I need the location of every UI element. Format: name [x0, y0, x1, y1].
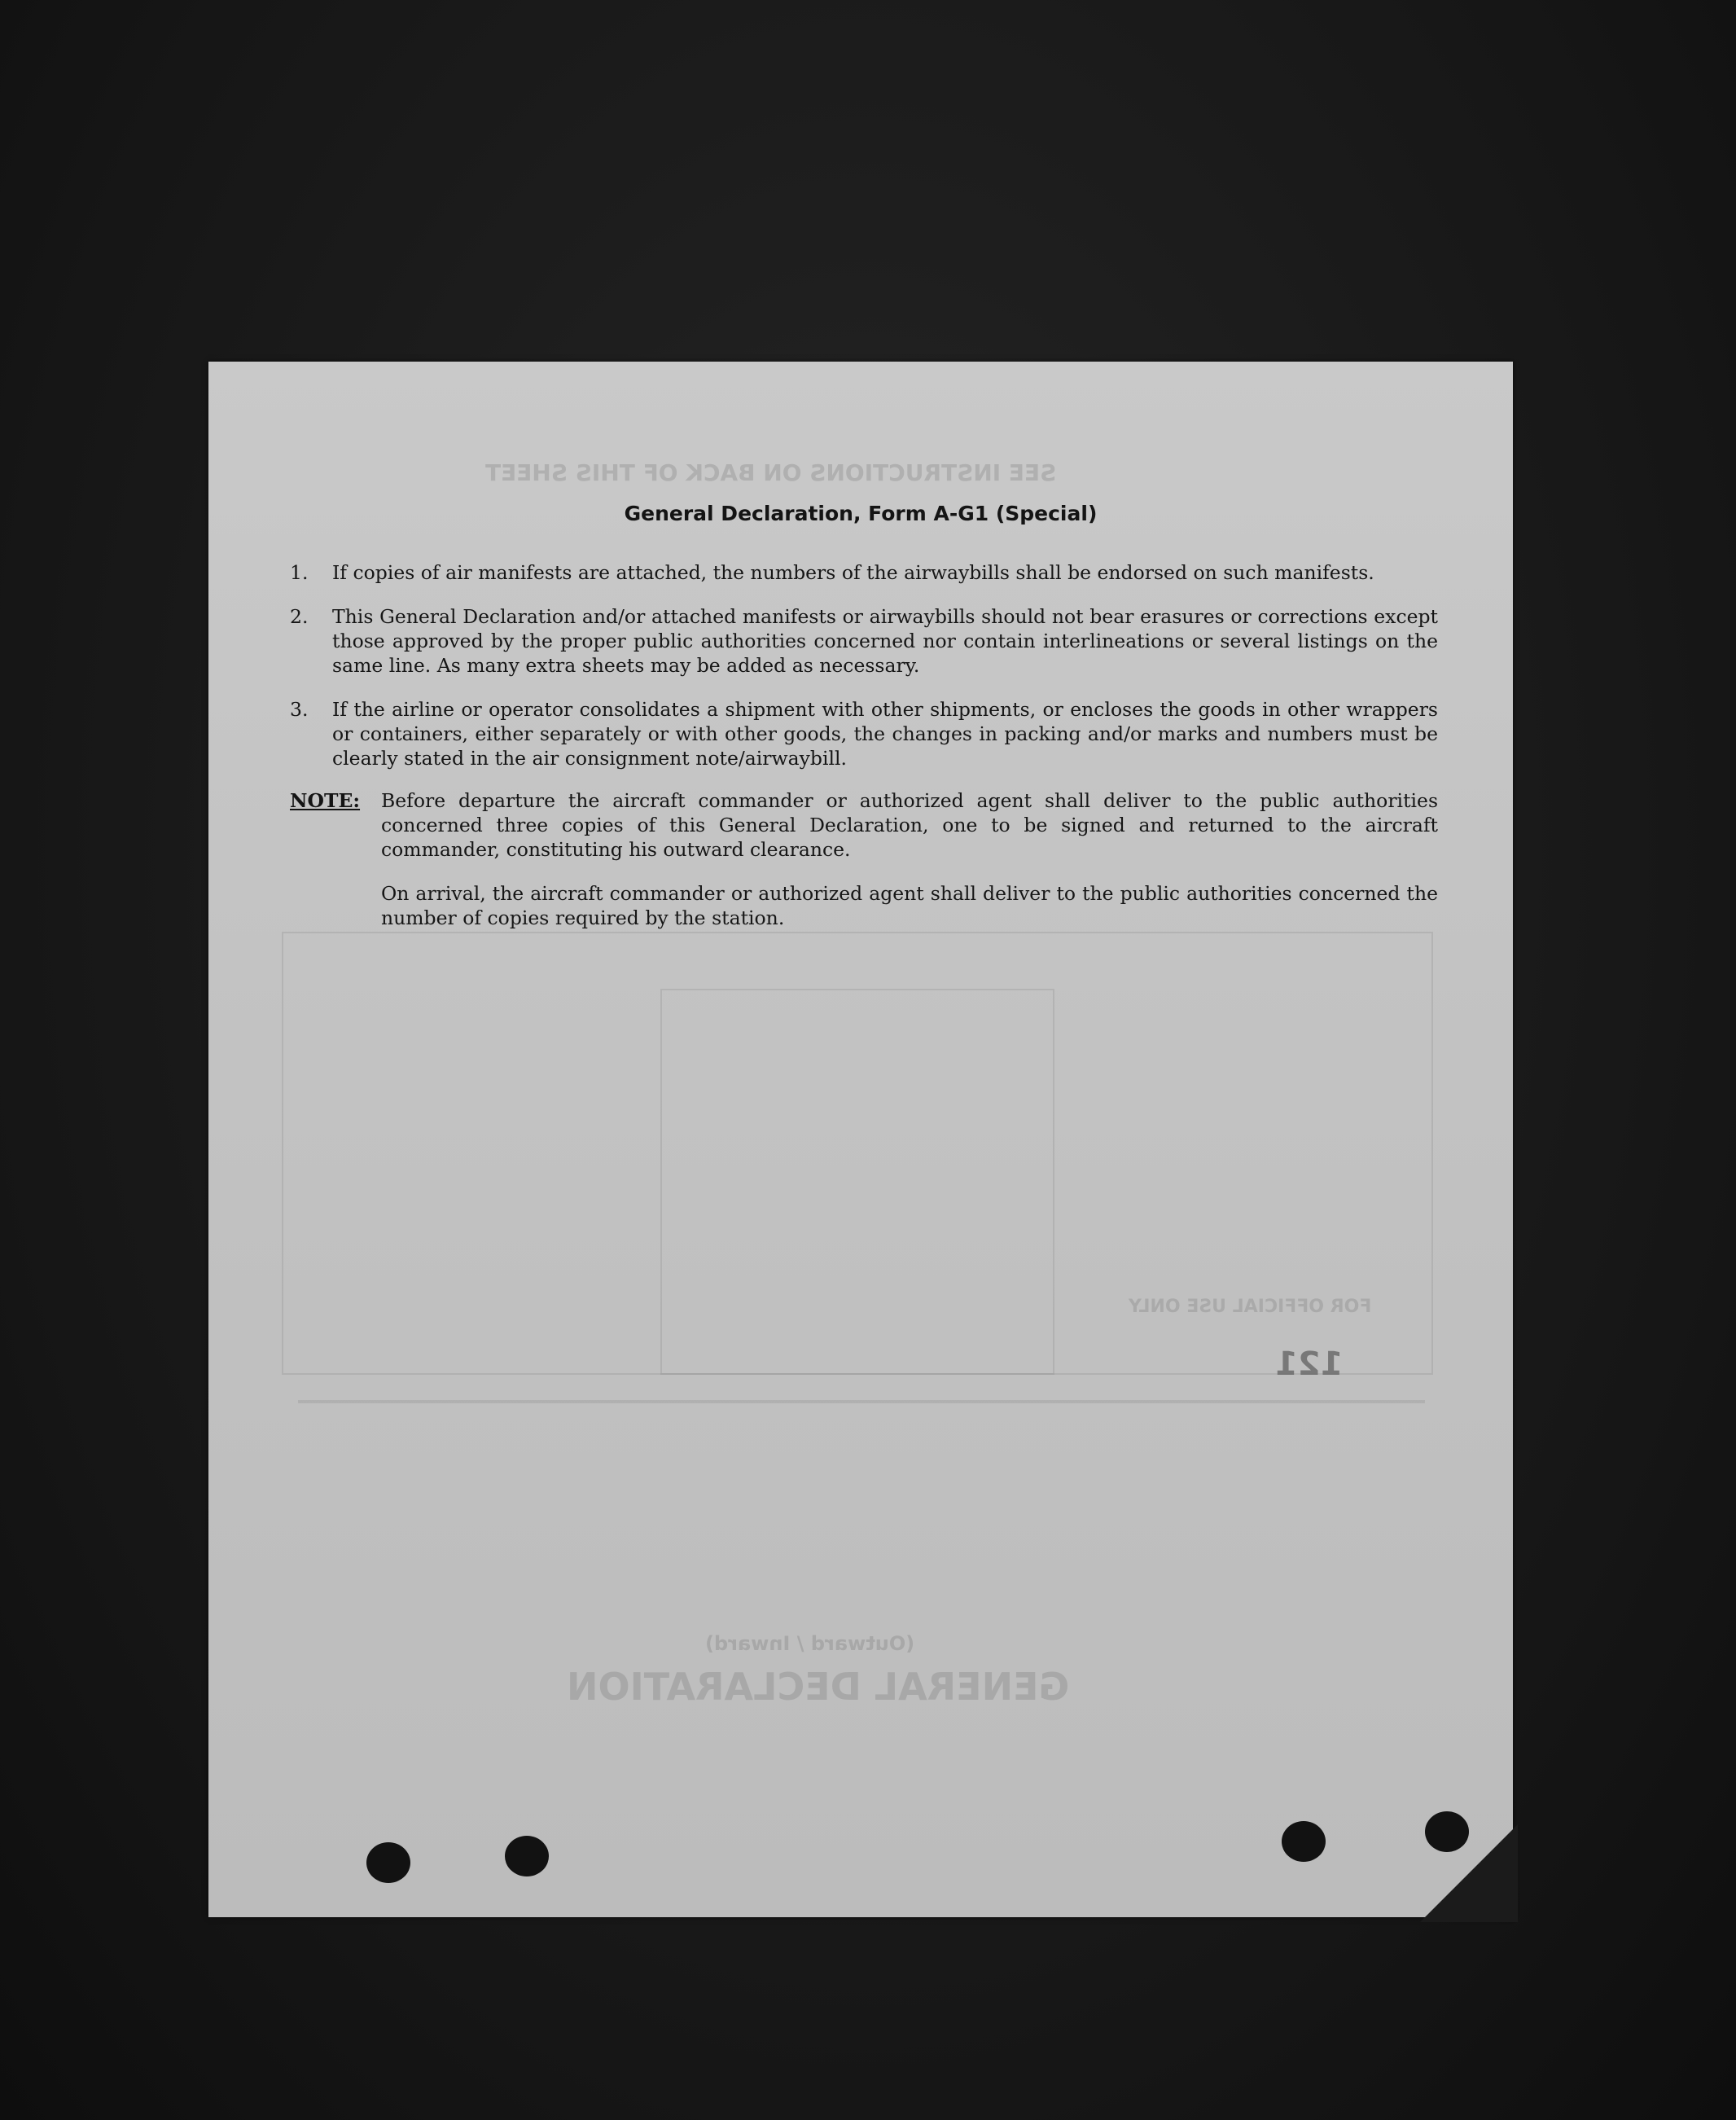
- bleed-through-subheading: (Outward / Inward): [705, 1632, 915, 1655]
- bleed-through-number: 121: [1275, 1345, 1344, 1383]
- bleed-through-inner-box: [660, 989, 1054, 1375]
- punch-hole: [505, 1836, 549, 1876]
- item-text: This General Declaration and/or attached manifests or airwaybills should not bear erasures or corrections except those approved by the proper public authorities concerned nor contain interlineations or several listings on the same line. As many extra sheets may be added as necessary.: [332, 605, 1438, 677]
- bleed-through-heading: GENERAL DECLARATION: [567, 1665, 1070, 1709]
- item-text: If the airline or operator consolidates a shipment with other shipments, or encloses the goods in other wrappers or containers, either separately or with other goods, the changes in packing and/or marks and numbers must be clearly stated in the air consignment note/airwaybill.: [332, 698, 1438, 770]
- bleed-through-line: [298, 1400, 1425, 1403]
- punch-hole: [1282, 1821, 1326, 1862]
- folded-corner: [1420, 1824, 1518, 1922]
- item-number: 1.: [290, 561, 309, 584]
- note-label: NOTE:: [290, 789, 361, 812]
- document-page: [208, 362, 1513, 1917]
- item-text: If copies of air manifests are attached, the numbers of the airwaybills shall be endorsed on such manifests.: [332, 561, 1374, 584]
- bleed-through-official: FOR OFFICIAL USE ONLY: [1129, 1297, 1372, 1317]
- item-number: 3.: [290, 698, 309, 721]
- punch-hole: [366, 1842, 410, 1883]
- note-paragraph-1: Before departure the aircraft commander or authorized agent shall deliver to the public authorities concerned three copies of this General Declaration, one to be signed and returned to the aircraft commander, constituting his outward clearance.: [381, 789, 1438, 861]
- note-paragraph-2: On arrival, the aircraft commander or authorized agent shall deliver to the public authorities concerned the number of copies required by the station.: [381, 882, 1438, 929]
- page-title: General Declaration, Form A-G1 (Special): [624, 502, 1098, 525]
- bleed-through-header: SEE INSTRUCTIONS ON BACK OF THIS SHEET: [485, 459, 1057, 486]
- item-number: 2.: [290, 605, 309, 628]
